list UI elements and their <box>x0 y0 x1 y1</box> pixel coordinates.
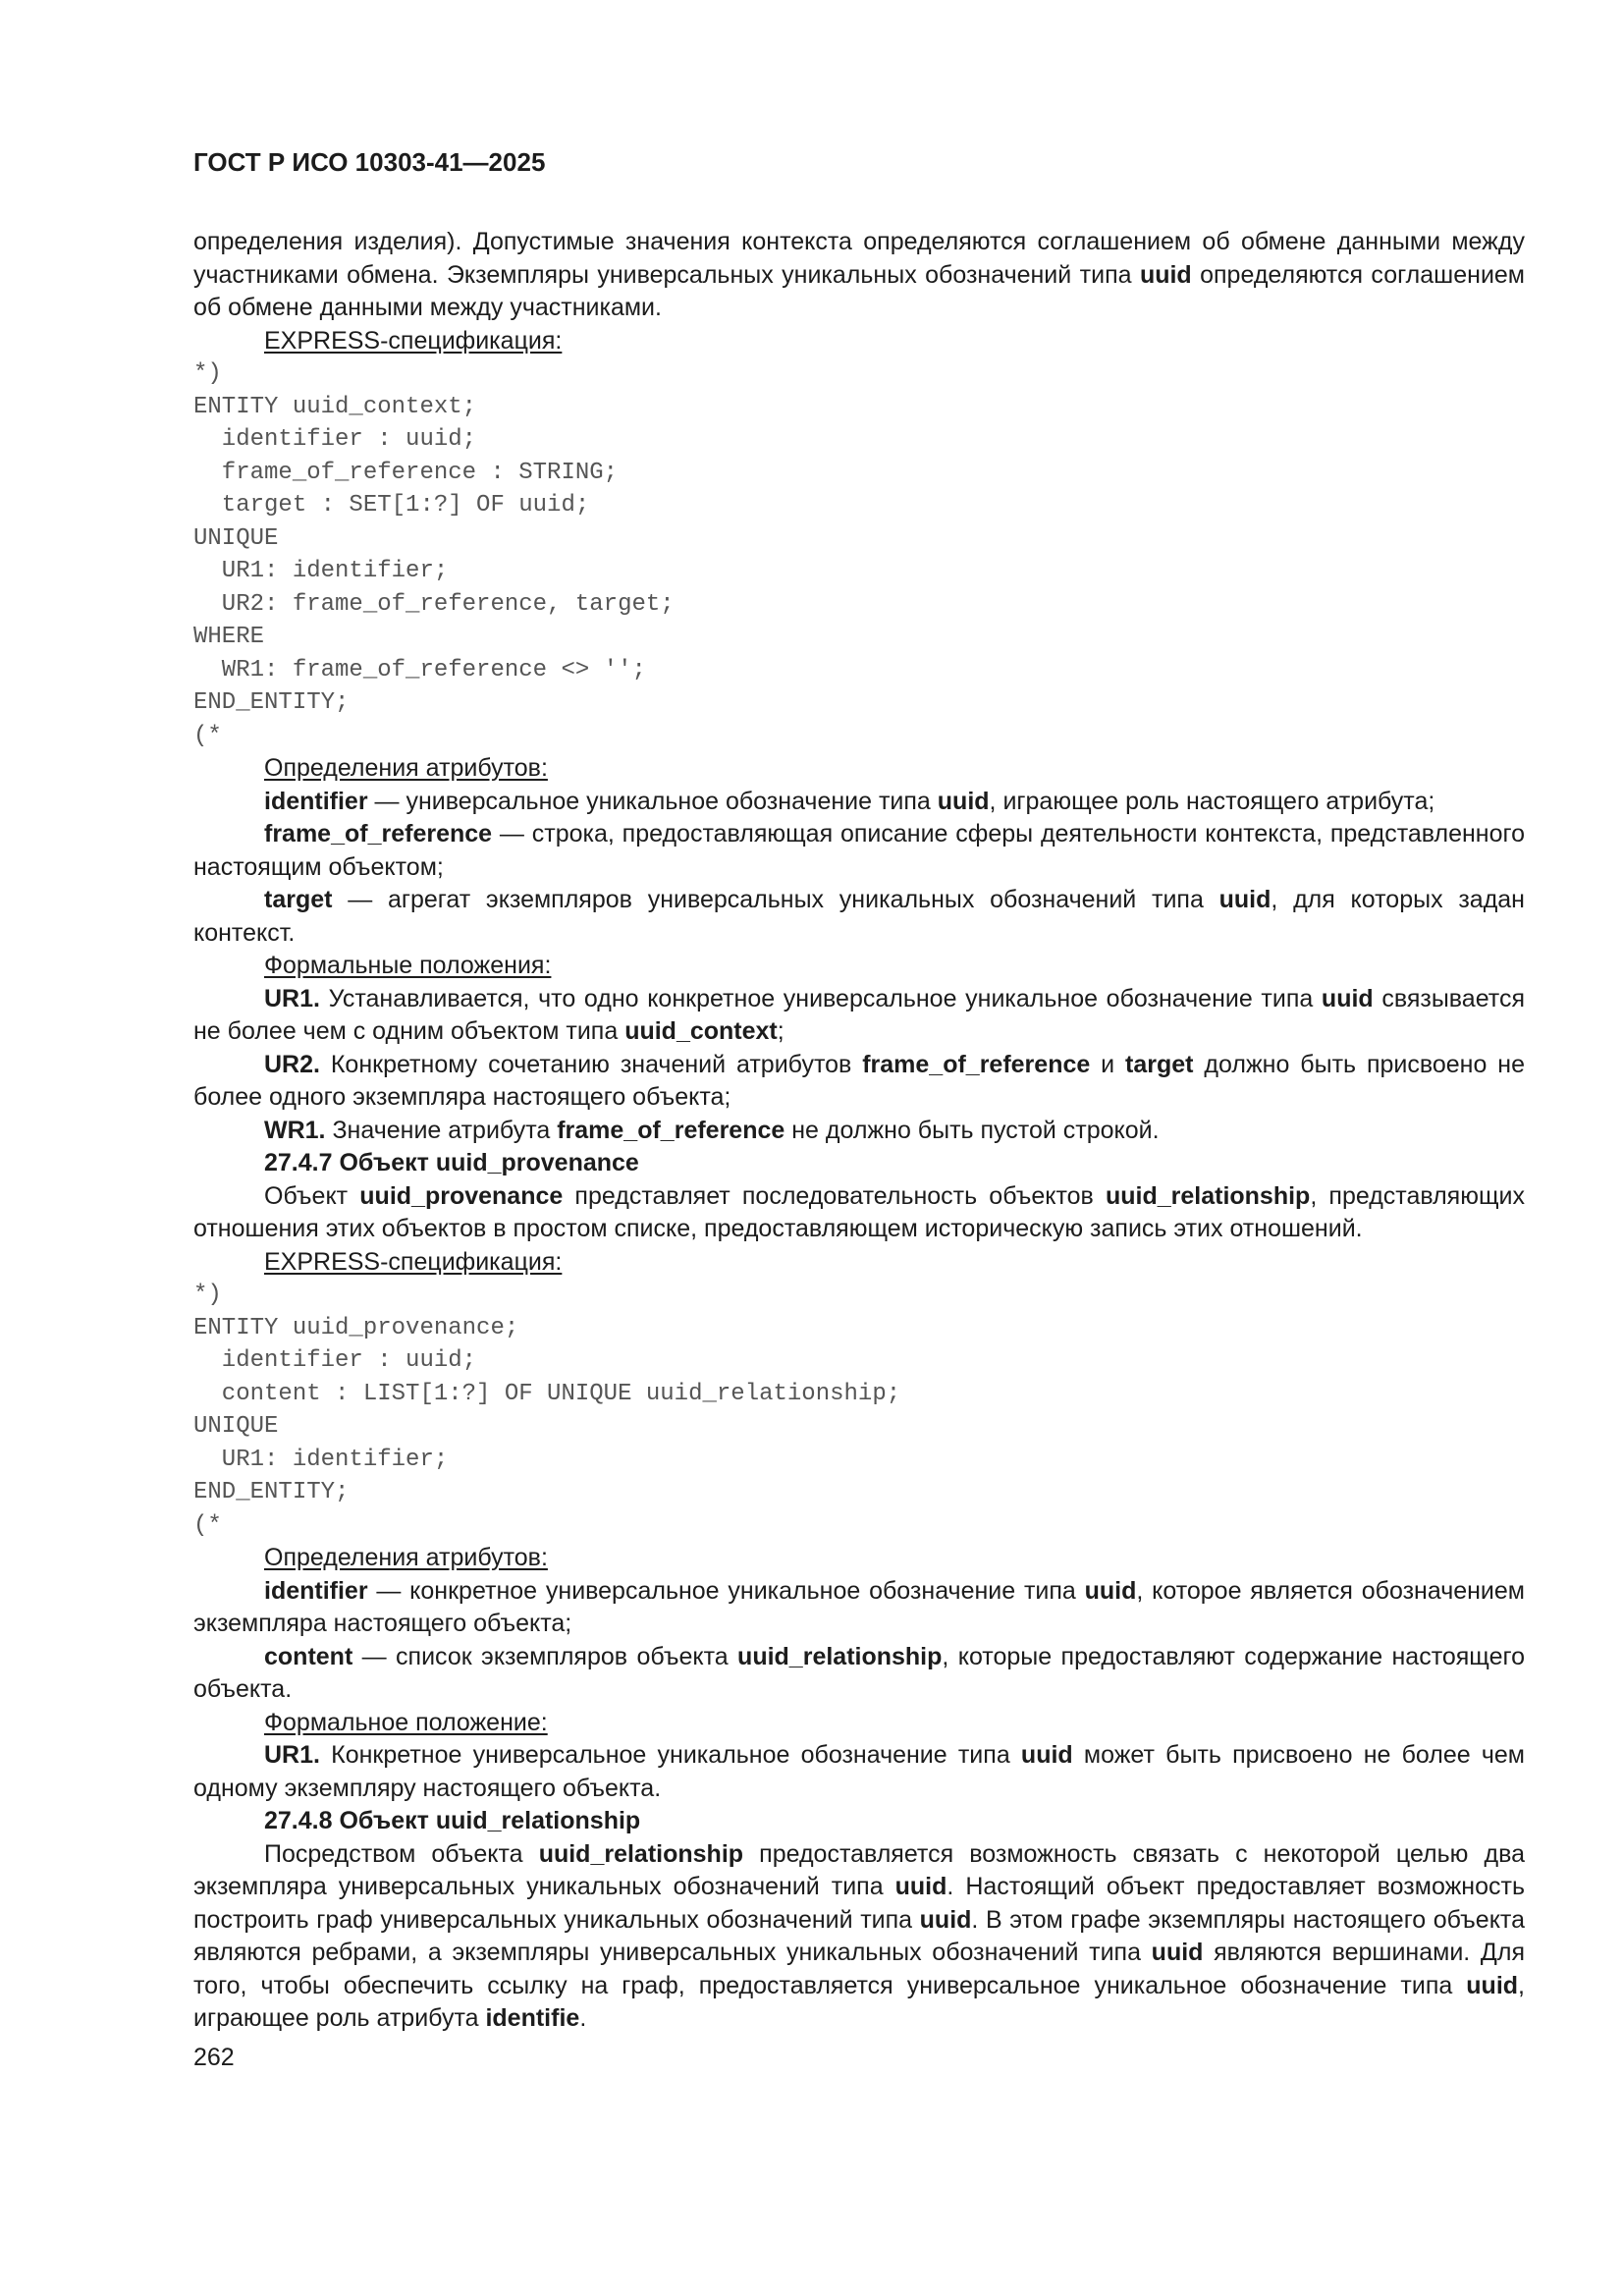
formal-rule: UR2. Конкретному сочетанию значений атрибутов frame_of_reference и target должно быть присвоено не более одного экземпляра настоящего объекта; <box>193 1050 1525 1111</box>
section-description: Посредством объекта uuid_relationship предоставляется возможность связать с некоторой целью два экземпляра универсальных уникальных обозначений типа uuid. Настоящий объект предоставляет возможность построить граф универсальных уникальных обозначений типа uuid. В этом графе экземпляры настоящего объекта являются ребрами, а экземпляры универсальных уникальных обозначений типа uuid являются вершинами. Для того, чтобы обеспечить ссылку на граф, предоставляется универсальное уникальное обозначение типа uuid, играющее роль атрибута identifie. <box>193 1839 1525 2032</box>
formal-rule: WR1. Значение атрибута frame_of_reference не должно быть пустой строкой. <box>264 1116 1160 1144</box>
express-code-uuid-context: *) ENTITY uuid_context; identifier : uuid; frame_of_reference : STRING; target : SET[1:?] OF uuid; UNIQUE UR1: identifier; UR2: frame_of_reference, target; WHERE WR1: frame_of_reference <> ''; END_ENTITY; (* <box>193 360 675 749</box>
attribute-definition: identifier — универсальное уникальное обозначение типа uuid, играющее роль настоящего атрибута; <box>264 787 1435 815</box>
section-heading-27-4-7: 27.4.7 Объект uuid_provenance <box>264 1149 639 1176</box>
attribute-definition: identifier — конкретное универсальное уникальное обозначение типа uuid, которое является обозначением экземпляра настоящего объекта; <box>193 1576 1525 1637</box>
formal-rule: UR1. Конкретное универсальное уникальное обозначение типа uuid может быть присвоено не более чем одному экземпляру настоящего объекта. <box>193 1741 1525 1802</box>
express-code-uuid-provenance: *) ENTITY uuid_provenance; identifier : uuid; content : LIST[1:?] OF UNIQUE uuid_relationship; UNIQUE UR1: identifier; END_ENTITY; (* <box>193 1282 901 1539</box>
section-heading-27-4-8: 27.4.8 Объект uuid_relationship <box>264 1807 641 1834</box>
express-spec-heading: EXPRESS-спецификация: <box>264 1247 563 1276</box>
section-description: Объект uuid_provenance представляет последовательность объектов uuid_relationship, представляющих отношения этих объектов в простом списке, предоставляющем историческую запись этих отношений. <box>193 1181 1525 1242</box>
attribute-definition: frame_of_reference — строка, предоставляющая описание сферы деятельности контекста, представленного настоящим объектом; <box>193 820 1525 881</box>
intro-paragraph: определения изделия). Допустимые значения контекста определяются соглашением об обмене данными между участниками обмена. Экземпляры универсальных уникальных обозначений типа uuid определяются соглашением об обмене данными между участниками. <box>193 228 1525 321</box>
page-number: 262 <box>193 2043 235 2071</box>
document-header: ГОСТ Р ИСО 10303-41—2025 <box>193 147 546 177</box>
attribute-definition: target — агрегат экземпляров универсальных уникальных обозначений типа uuid, для которых задан контекст. <box>193 886 1525 947</box>
express-spec-heading: EXPRESS-спецификация: <box>264 326 563 355</box>
formal-proposition-heading: Формальное положение: <box>264 1708 548 1736</box>
attribute-definitions-heading: Определения атрибутов: <box>264 754 548 782</box>
attribute-definitions-heading: Определения атрибутов: <box>264 1544 548 1571</box>
formal-rule: UR1. Устанавливается, что одно конкретное универсальное уникальное обозначение типа uuid связывается не более чем с одним объектом типа uuid_context; <box>193 984 1525 1045</box>
attribute-definition: content — список экземпляров объекта uuid_relationship, которые предоставляют содержание настоящего объекта. <box>193 1642 1525 1703</box>
formal-propositions-heading: Формальные положения: <box>264 952 552 979</box>
